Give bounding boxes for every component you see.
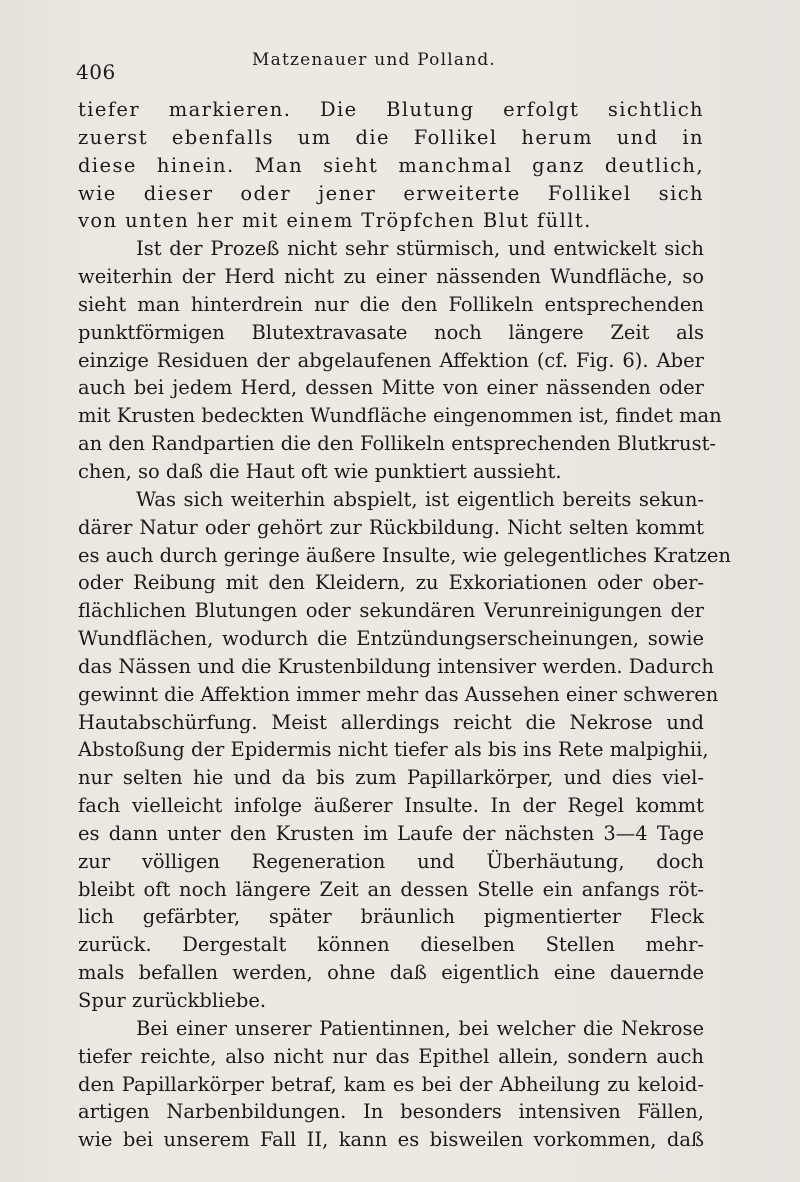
- text-line: tiefer markieren. Die Blutung erfolgt sichtlich: [78, 98, 704, 121]
- text-line: sieht man hinterdrein nur die den Follikeln entsprechenden: [78, 292, 704, 316]
- text-line: artigen Narbenbildungen. In besonders intensiven Fällen,: [78, 1100, 704, 1124]
- text-line: weiterhin der Herd nicht zu einer nässenden Wundfläche, so: [78, 265, 704, 289]
- text-line: Wundflächen, wodurch die Entzündungserscheinungen, sowie: [78, 627, 704, 651]
- text-line: mals befallen werden, ohne daß eigentlich eine dauernde: [78, 961, 704, 985]
- text-line: punktförmigen Blutextravasate noch längere Zeit als: [78, 320, 704, 344]
- text-line: bleibt oft noch längere Zeit an dessen Stelle ein anfangs röt-: [78, 877, 704, 901]
- text-line: chen, so daß die Haut oft wie punktiert aussieht.: [78, 459, 562, 483]
- text-line: auch bei jedem Herd, dessen Mitte von einer nässenden oder: [78, 376, 704, 400]
- text-line: Was sich weiterhin abspielt, ist eigentlich bereits sekun-: [136, 487, 704, 511]
- text-line: tiefer reichte, also nicht nur das Epithel allein, sondern auch: [78, 1044, 704, 1068]
- text-line: den Papillarkörper betraf, kam es bei der Abheilung zu keloid-: [78, 1072, 704, 1096]
- running-head: Matzenauer und Polland.: [252, 50, 497, 70]
- text-line: fach vielleicht infolge äußerer Insulte. In der Regel kommt: [78, 794, 704, 818]
- body-text: [78, 96, 731, 1154]
- text-line: diese hinein. Man sieht manchmal ganz deutlich,: [78, 153, 704, 177]
- text-line: Ist der Prozeß nicht sehr stürmisch, und entwickelt sich: [136, 237, 704, 261]
- text-line: därer Natur oder gehört zur Rückbildung. Nicht selten kommt: [78, 515, 704, 539]
- text-line: wie dieser oder jener erweiterte Follikel sich: [78, 181, 704, 205]
- text-line: es auch durch geringe äußere Insulte, wie gelegentliches Kratzen: [78, 543, 731, 567]
- text-line: Spur zurückbliebe.: [78, 989, 267, 1012]
- text-line: von unten her mit einem Tröpfchen Blut füllt.: [78, 209, 592, 233]
- text-line: wie bei unserem Fall II, kann es bisweilen vorkommen, daß: [78, 1128, 704, 1152]
- text-line: gewinnt die Affektion immer mehr das Aussehen einer schweren: [78, 682, 719, 706]
- text-line: an den Randpartien die den Follikeln entsprechenden Blutkrust-: [78, 432, 716, 456]
- text-line: Bei einer unserer Patientinnen, bei welcher die Nekrose: [136, 1016, 704, 1040]
- text-line: es dann unter den Krusten im Laufe der nächsten 3—4 Tage: [78, 821, 704, 845]
- text-line: Hautabschürfung. Meist allerdings reicht die Nekrose und: [78, 710, 704, 734]
- text-line: mit Krusten bedeckten Wundfläche eingenommen ist, findet man: [78, 404, 722, 428]
- text-line: oder Reibung mit den Kleidern, zu Exkoriationen oder ober-: [78, 571, 704, 595]
- text-line: zur völligen Regeneration und Überhäutung, doch: [78, 849, 704, 873]
- text-line: das Nässen und die Krustenbildung intensiver werden. Dadurch: [78, 654, 714, 678]
- text-line: Abstoßung der Epidermis nicht tiefer als bis ins Rete malpighii,: [78, 738, 709, 762]
- page-number: 406: [76, 60, 116, 84]
- text-line: zuerst ebenfalls um die Follikel herum und in: [78, 125, 704, 149]
- text-line: zurück. Dergestalt können dieselben Stellen mehr-: [78, 933, 704, 957]
- text-line: einzige Residuen der abgelaufenen Affektion (cf. Fig. 6). Aber: [78, 348, 704, 372]
- text-line: flächlichen Blutungen oder sekundären Verunreinigungen der: [78, 599, 704, 623]
- text-line: nur selten hie und da bis zum Papillarkörper, und dies viel-: [78, 766, 704, 790]
- text-line: lich gefärbter, später bräunlich pigmentierter Fleck: [78, 905, 704, 929]
- page-header: [76, 50, 716, 84]
